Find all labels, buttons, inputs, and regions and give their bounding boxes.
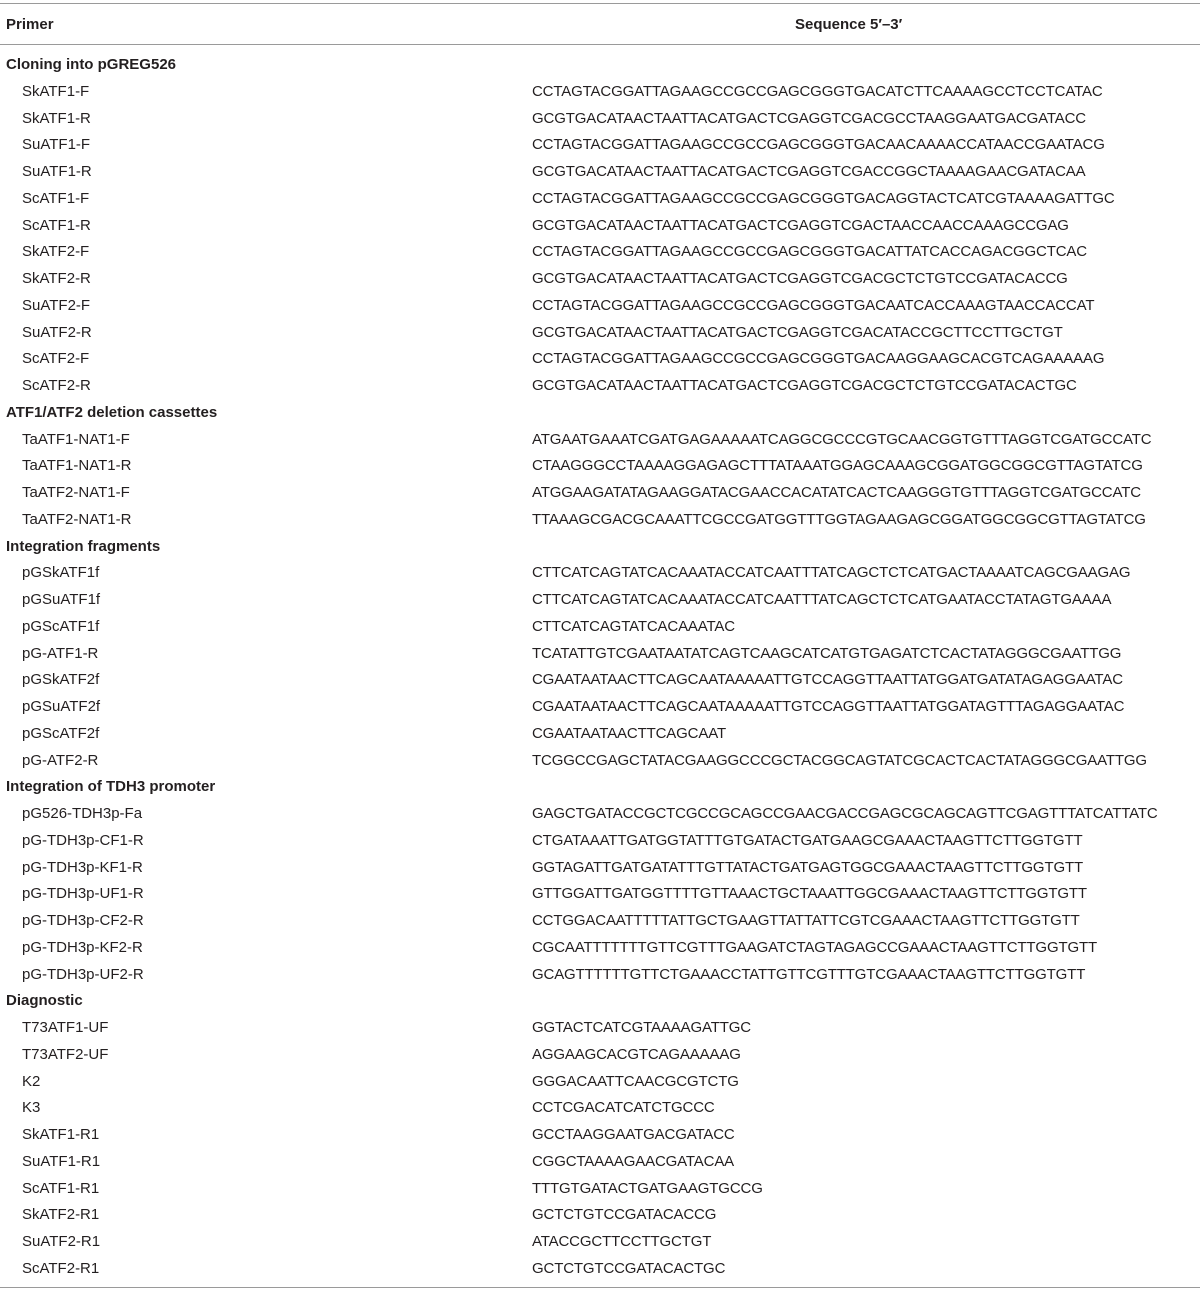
table-row — [0, 320, 1200, 347]
primer-sequence: GCGTGACATAACTAATTACATGACTCGAGGTCGACGCTCTGTCCGATACACCG — [532, 270, 1068, 287]
primer-name: pGSkATF2f — [22, 671, 100, 689]
primer-name: SuATF1-F — [22, 136, 91, 154]
primer-sequence: CCTAGTACGGATTAGAAGCCGCCGAGCGGGTGACAAGGAAGCACGTCAGAAAAAG — [532, 350, 1105, 368]
table-row — [0, 1069, 1200, 1096]
primer-name: ScATF2-R1 — [22, 1259, 100, 1277]
primer-name: T73ATF2-UF — [22, 1045, 109, 1063]
primer-name: pGSuATF1f — [22, 591, 101, 608]
primer-name: T73ATF1-UF — [22, 1019, 109, 1036]
primer-sequence: CTGATAAATTGATGGTATTTGTGATACTGATGAAGCGAAACTAAGTTCTTGGTGTT — [532, 831, 1083, 849]
table-row — [0, 801, 1200, 828]
section-heading: Cloning into pGREG526 — [6, 56, 177, 73]
table-row — [0, 828, 1200, 855]
section-heading: Integration fragments — [6, 537, 161, 555]
table-top-rule — [0, 3, 1200, 4]
table-row — [0, 507, 1200, 534]
table-row — [0, 266, 1200, 293]
table-row — [0, 1149, 1200, 1176]
table-row — [0, 427, 1200, 454]
primer-sequence: CCTAGTACGGATTAGAAGCCGCCGAGCGGGTGACATCTTCAAAAGCCTCCTCATAC — [532, 82, 1103, 100]
section-heading: Diagnostic — [6, 992, 83, 1010]
table-row — [0, 667, 1200, 694]
primer-sequence: CCTAGTACGGATTAGAAGCCGCCGAGCGGGTGACAACAAAACCATAACCGAATACG — [532, 136, 1105, 154]
primer-sequence: TTAAAGCGACGCAAATTCGCCGATGGTTTGGTAGAAGAGCGGATGGCGGCGTTAGTATCG — [532, 510, 1146, 528]
primer-name: SuATF2-R — [22, 323, 92, 341]
table-row — [0, 1015, 1200, 1042]
primer-sequence: CTTCATCAGTATCACAAATAC — [532, 617, 735, 635]
primer-name: pG-TDH3p-UF2-R — [22, 965, 144, 983]
primer-sequence: CGAATAATAACTTCAGCAAT — [532, 724, 726, 742]
primer-name: pG-TDH3p-CF1-R — [22, 831, 144, 849]
primer-name: pG-TDH3p-KF2-R — [22, 938, 143, 956]
table-row — [0, 79, 1200, 106]
primer-sequence: GCGTGACATAACTAATTACATGACTCGAGGTCGACGCCTAAGGAATGACGATACC — [532, 109, 1086, 127]
table-row — [0, 1122, 1200, 1149]
primer-name: SuATF2-R1 — [22, 1233, 101, 1250]
table-row — [0, 908, 1200, 935]
primer-sequence: ATGAATGAAATCGATGAGAAAAATCAGGCGCCCGTGCAACGGTGTTTAGGTCGATGCCATC — [532, 430, 1152, 448]
table-row — [0, 346, 1200, 373]
primer-name: pG-TDH3p-CF2-R — [22, 912, 144, 929]
table-row — [0, 721, 1200, 748]
table-row — [0, 587, 1200, 614]
primer-sequence: GGTACTCATCGTAAAAGATTGC — [532, 1019, 751, 1036]
primer-sequence: CCTAGTACGGATTAGAAGCCGCCGAGCGGGTGACATTATCACCAGACGGCTCAC — [532, 243, 1087, 261]
header-rule — [0, 44, 1200, 45]
primer-name: ScATF1-R — [22, 216, 91, 234]
table-row — [0, 186, 1200, 213]
table-row — [0, 694, 1200, 721]
table-row — [0, 881, 1200, 908]
table-row — [0, 293, 1200, 320]
primer-sequence: CTTCATCAGTATCACAAATACCATCAATTTATCAGCTCTCATGACTAAAATCAGCGAAGAG — [532, 564, 1131, 582]
table-row — [0, 855, 1200, 882]
primer-name: SkATF2-R1 — [22, 1206, 100, 1224]
primer-name: ScATF1-F — [22, 189, 90, 207]
primer-sequence: GCGTGACATAACTAATTACATGACTCGAGGTCGACGCTCTGTCCGATACACTGC — [532, 377, 1077, 394]
table-body — [0, 52, 1200, 1283]
table-row — [0, 1256, 1200, 1283]
primer-sequence: GCGTGACATAACTAATTACATGACTCGAGGTCGACCGGCTAAAAGAACGATACAA — [532, 163, 1086, 180]
primer-name: TaATF2-NAT1-F — [22, 484, 130, 501]
table-row — [0, 159, 1200, 186]
primer-name: ScATF1-R1 — [22, 1179, 100, 1197]
table-row — [0, 373, 1200, 400]
table-row — [0, 1176, 1200, 1203]
table-row — [0, 453, 1200, 480]
table-row — [0, 962, 1200, 989]
primer-sequence: GAGCTGATACCGCTCGCCGCAGCCGAACGACCGAGCGCAGCAGTTCGAGTTTATCATTATC — [532, 805, 1158, 822]
primer-name: TaATF1-NAT1-F — [22, 430, 130, 448]
primer-sequence: GCTCTGTCCGATACACCG — [532, 1206, 717, 1224]
primer-name: ScATF2-F — [22, 350, 90, 368]
primer-name: K2 — [22, 1072, 41, 1090]
table-bottom-rule — [0, 1287, 1200, 1288]
section-heading: ATF1/ATF2 deletion cassettes — [6, 403, 218, 421]
primer-name: pGSkATF1f — [22, 564, 100, 582]
primer-name: TaATF1-NAT1-R — [22, 457, 132, 475]
table-row — [0, 560, 1200, 587]
primer-name: SkATF1-F — [22, 82, 90, 100]
table-row — [0, 132, 1200, 159]
section-heading: Integration of TDH3 promoter — [6, 778, 216, 796]
table-row — [0, 1202, 1200, 1229]
table-row — [0, 614, 1200, 641]
primer-name: SuATF1-R — [22, 163, 92, 180]
primer-sequence: CCTGGACAATTTTTATTGCTGAAGTTATTATTCGTCGAAACTAAGTTCTTGGTGTT — [532, 912, 1080, 929]
table-row — [0, 1042, 1200, 1069]
primer-name: pG526-TDH3p-Fa — [22, 805, 143, 822]
primer-sequence: TCGGCCGAGCTATACGAAGGCCCGCTACGGCAGTATCGCACTCACTATAGGGCGAATTGG — [532, 751, 1147, 769]
primer-sequence: GCTCTGTCCGATACACTGC — [532, 1259, 726, 1277]
primer-name: SkATF1-R1 — [22, 1126, 100, 1143]
primer-name: pGSuATF2f — [22, 698, 101, 715]
primer-sequence: GCCTAAGGAATGACGATACC — [532, 1126, 735, 1143]
primer-name: pG-ATF1-R — [22, 644, 99, 662]
primer-name: pG-TDH3p-UF1-R — [22, 885, 144, 903]
primer-name: pGScATF2f — [22, 724, 100, 742]
primer-name: TaATF2-NAT1-R — [22, 510, 132, 528]
table-row — [0, 1229, 1200, 1256]
primer-sequence: CTTCATCAGTATCACAAATACCATCAATTTATCAGCTCTCATGAATACCTATAGTGAAAA — [532, 591, 1112, 608]
primer-sequence: GGTAGATTGATGATATTTGTTATACTGATGAGTGGCGAAACTAAGTTCTTGGTGTT — [532, 858, 1084, 876]
primer-sequence: TCATATTGTCGAATAATATCAGTCAAGCATCATGTGAGATCTCACTATAGGGCGAATTGG — [532, 644, 1122, 662]
primer-name: SuATF2-F — [22, 296, 91, 314]
table-row — [0, 1095, 1200, 1122]
primer-name: ScATF2-R — [22, 377, 91, 394]
table-row — [0, 213, 1200, 240]
primer-sequence: CCTAGTACGGATTAGAAGCCGCCGAGCGGGTGACAATCACCAAAGTAACCACCAT — [532, 296, 1095, 314]
primer-sequence: CGAATAATAACTTCAGCAATAAAAATTGTCCAGGTTAATTATGGATAGTTTAGAGGAATAC — [532, 698, 1125, 715]
primer-sequence: GCGTGACATAACTAATTACATGACTCGAGGTCGACATACCGCTTCCTTGCTGT — [532, 323, 1063, 341]
primer-sequence: CGGCTAAAAGAACGATACAA — [532, 1152, 735, 1170]
table-row — [0, 935, 1200, 962]
primer-name: SkATF1-R — [22, 109, 91, 127]
primer-sequence: CTAAGGGCCTAAAAGGAGAGCTTTATAAATGGAGCAAAGCGGATGGCGGCGTTAGTATCG — [532, 457, 1143, 475]
primer-sequence: CCTAGTACGGATTAGAAGCCGCCGAGCGGGTGACAGGTACTCATCGTAAAAGATTGC — [532, 189, 1115, 207]
table-row — [0, 641, 1200, 668]
table-row — [0, 748, 1200, 775]
primer-name: pG-TDH3p-KF1-R — [22, 858, 143, 876]
primer-name: pG-ATF2-R — [22, 751, 99, 769]
primer-name: SuATF1-R1 — [22, 1152, 101, 1170]
table-row — [0, 239, 1200, 266]
table-row — [0, 480, 1200, 507]
primer-sequence: AGGAAGCACGTCAGAAAAAG — [532, 1045, 741, 1063]
primer-sequence: GGGACAATTCAACGCGTCTG — [532, 1072, 739, 1090]
primer-name: pGScATF1f — [22, 617, 100, 635]
primer-sequence: TTTGTGATACTGATGAAGTGCCG — [532, 1179, 763, 1197]
primer-sequence: CGAATAATAACTTCAGCAATAAAAATTGTCCAGGTTAATTATGGATGATATAGAGGAATAC — [532, 671, 1123, 689]
primer-name: K3 — [22, 1099, 41, 1117]
header-sequence: Sequence 5′–3′ — [795, 16, 903, 33]
primer-sequence: CGCAATTTTTTTGTTCGTTTGAAGATCTAGTAGAGCCGAAACTAAGTTCTTGGTGTT — [532, 938, 1098, 956]
table-row — [0, 106, 1200, 133]
primer-sequence: CCTCGACATCATCTGCCC — [532, 1099, 715, 1117]
primer-sequence: GCGTGACATAACTAATTACATGACTCGAGGTCGACTAACCAACCAAAGCCGAG — [532, 216, 1069, 234]
primer-sequence: GCAGTTTTTTGTTCTGAAACCTATTGTTCGTTTGTCGAAACTAAGTTCTTGGTGTT — [532, 965, 1086, 983]
primer-sequence: GTTGGATTGATGGTTTTGTTAAACTGCTAAATTGGCGAAACTAAGTTCTTGGTGTT — [532, 885, 1087, 903]
primer-sequence: ATACCGCTTCCTTGCTGT — [532, 1233, 712, 1250]
header-primer: Primer — [6, 16, 54, 33]
primer-name: SkATF2-F — [22, 243, 90, 261]
primer-sequence: ATGGAAGATATAGAAGGATACGAACCACATATCACTCAAGGGTGTTTAGGTCGATGCCATC — [532, 484, 1141, 501]
primer-name: SkATF2-R — [22, 270, 91, 287]
